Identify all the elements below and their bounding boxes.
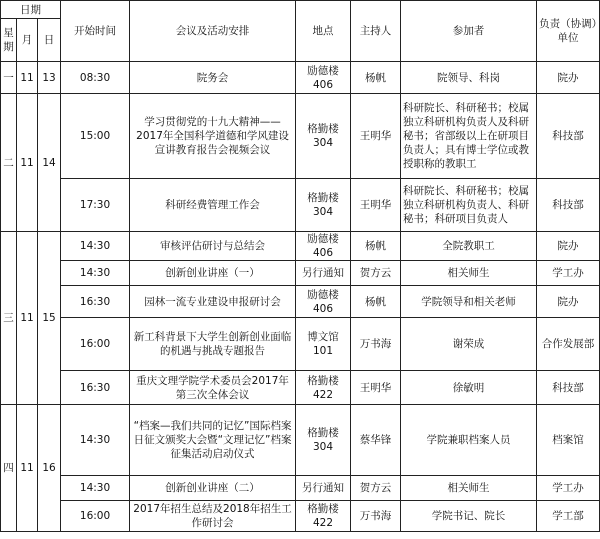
header-unit: 负责（协调）单位: [537, 1, 600, 62]
location-cell: 励德楼406: [296, 62, 351, 94]
table-row: [1, 261, 600, 286]
table-row: [1, 94, 600, 179]
location-cell: 格勤楼304: [296, 405, 351, 476]
header-weekday: 星期: [1, 19, 17, 62]
time-cell: 08:30: [61, 62, 130, 94]
host-cell: 杨帆: [351, 232, 401, 261]
day-cell: 13: [38, 62, 61, 94]
meeting-cell: 院务会: [130, 62, 296, 94]
participants-cell: 相关师生: [401, 476, 537, 501]
location-cell: 格勤楼304: [296, 179, 351, 232]
time-cell: 14:30: [61, 476, 130, 501]
unit-cell: 院办: [537, 232, 600, 261]
location-cell: 格勤楼304: [296, 94, 351, 179]
participants-cell: 全院教职工: [401, 232, 537, 261]
table-row: [1, 318, 600, 371]
weekday-cell: 三: [1, 232, 17, 405]
unit-cell: 科技部: [537, 94, 600, 179]
month-cell: 11: [17, 94, 38, 232]
header-date: 日期: [1, 1, 61, 19]
table-row: [1, 232, 600, 261]
header-meeting: 会议及活动安排: [130, 1, 296, 62]
meeting-cell: 园林一流专业建设申报研讨会: [130, 286, 296, 318]
meeting-cell: 2017年招生总结及2018年招生工作研讨会: [130, 501, 296, 532]
table-row: [1, 286, 600, 318]
meeting-cell: 新工科背景下大学生创新创业面临的机遇与挑战专题报告: [130, 318, 296, 371]
participants-cell: 谢荣成: [401, 318, 537, 371]
meeting-cell: 创新创业讲座（二）: [130, 476, 296, 501]
time-cell: 14:30: [61, 405, 130, 476]
time-cell: 15:00: [61, 94, 130, 179]
time-cell: 16:30: [61, 371, 130, 405]
time-cell: 17:30: [61, 179, 130, 232]
host-cell: 贺方云: [351, 476, 401, 501]
location-cell: 格勤楼422: [296, 371, 351, 405]
day-cell: 15: [38, 232, 61, 405]
participants-cell: 相关师生: [401, 261, 537, 286]
host-cell: 贺方云: [351, 261, 401, 286]
header-location: 地点: [296, 1, 351, 62]
unit-cell: 学工部: [537, 501, 600, 532]
participants-cell: 院领导、科岗: [401, 62, 537, 94]
unit-cell: 合作发展部: [537, 318, 600, 371]
host-cell: 王明华: [351, 371, 401, 405]
table-row: [1, 476, 600, 501]
participants-cell: 科研院长、科研秘书；校属独立科研机构负责人及科研秘书；省部级以上在研项目负责人；具有博士学位或教授职称的教职工: [401, 94, 537, 179]
unit-cell: 院办: [537, 62, 600, 94]
month-cell: 11: [17, 405, 38, 532]
host-cell: 王明华: [351, 179, 401, 232]
weekday-cell: 二: [1, 94, 17, 232]
participants-cell: 学院书记、院长: [401, 501, 537, 532]
meeting-cell: 审核评估研讨与总结会: [130, 232, 296, 261]
host-cell: 杨帆: [351, 62, 401, 94]
unit-cell: 科技部: [537, 371, 600, 405]
weekday-cell: 一: [1, 62, 17, 94]
host-cell: 蔡华锋: [351, 405, 401, 476]
day-cell: 14: [38, 94, 61, 232]
weekday-cell: 四: [1, 405, 17, 532]
header-day: 日: [38, 19, 61, 62]
header-start-time: 开始时间: [61, 1, 130, 62]
unit-cell: 档案馆: [537, 405, 600, 476]
time-cell: 14:30: [61, 261, 130, 286]
participants-cell: 徐敏明: [401, 371, 537, 405]
table-row: [1, 62, 600, 94]
meeting-cell: 重庆文理学院学术委员会2017年第三次全体会议: [130, 371, 296, 405]
location-cell: 励德楼406: [296, 286, 351, 318]
time-cell: 16:00: [61, 501, 130, 532]
table-row: [1, 501, 600, 532]
month-cell: 11: [17, 232, 38, 405]
time-cell: 14:30: [61, 232, 130, 261]
time-cell: 16:00: [61, 318, 130, 371]
host-cell: 杨帆: [351, 286, 401, 318]
header-participants: 参加者: [401, 1, 537, 62]
participants-cell: 学院兼职档案人员: [401, 405, 537, 476]
header-month: 月: [17, 19, 38, 62]
participants-cell: 学院领导和相关老师: [401, 286, 537, 318]
unit-cell: 学工办: [537, 261, 600, 286]
location-cell: 励德楼406: [296, 232, 351, 261]
table-row: [1, 371, 600, 405]
time-cell: 16:30: [61, 286, 130, 318]
meeting-cell: “档案—我们共同的记忆”国际档案日征文颁奖大会暨“文理记忆”档案征集活动启动仪式: [130, 405, 296, 476]
host-cell: 万书海: [351, 501, 401, 532]
participants-cell: 科研院长、科研秘书；校属独立科研机构负责人、科研秘书；科研项目负责人: [401, 179, 537, 232]
meeting-cell: 创新创业讲座（一）: [130, 261, 296, 286]
unit-cell: 学工办: [537, 476, 600, 501]
location-cell: 另行通知: [296, 476, 351, 501]
day-cell: 16: [38, 405, 61, 532]
location-cell: 博文馆101: [296, 318, 351, 371]
host-cell: 万书海: [351, 318, 401, 371]
location-cell: 格勤楼422: [296, 501, 351, 532]
month-cell: 11: [17, 62, 38, 94]
header-row-1: [1, 1, 600, 19]
meeting-cell: 科研经费管理工作会: [130, 179, 296, 232]
unit-cell: 院办: [537, 286, 600, 318]
meeting-cell: 学习贯彻党的十九大精神——2017年全国科学道德和学风建设宣讲教育报告会视频会议: [130, 94, 296, 179]
unit-cell: 科技部: [537, 179, 600, 232]
table-row: [1, 179, 600, 232]
location-cell: 另行通知: [296, 261, 351, 286]
header-host: 主持人: [351, 1, 401, 62]
table-row: [1, 405, 600, 476]
host-cell: 王明华: [351, 94, 401, 179]
